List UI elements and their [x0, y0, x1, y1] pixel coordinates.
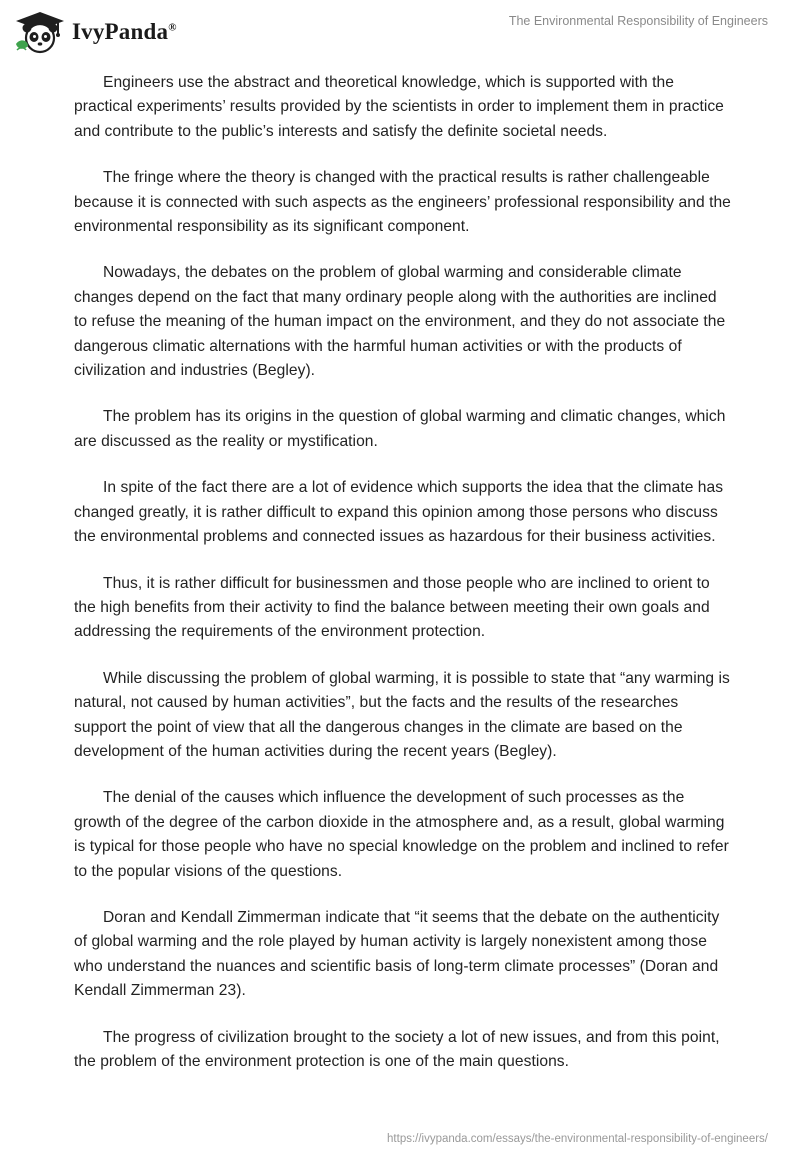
- ivypanda-logo[interactable]: [14, 10, 177, 54]
- panda-graduate-icon: [14, 10, 66, 54]
- brand-name: IvyPanda®: [72, 19, 177, 44]
- page-header: [0, 0, 800, 70]
- paragraph: Engineers use the abstract and theoretical knowledge, which is supported with the practical experiments’ results provided by the scientists in order to implement them in practice and contribute to the public’s interests and satisfy the definite societal needs.: [74, 74, 724, 140]
- paragraph: Nowadays, the debates on the problem of global warming and considerable climate changes depend on the fact that many ordinary people along with the authorities are inclined to refuse the meaning of the human impact on the environment, and they do not associate the dangerous climatic alternations with the harmful human activities or with the products of civilization and industries (Begley).: [74, 264, 726, 380]
- paragraph: Thus, it is rather difficult for businessmen and those people who are inclined to orient to the high benefits from their activity to find the balance between meeting their own goals and addressing the requirements of the environment protection.: [74, 574, 710, 641]
- paragraph: While discussing the problem of global warming, it is possible to state that “any warming is natural, not caused by human activities”, but the facts and the results of the researches support the point of view that all the dangerous changes in the climate are based on the development of the human activities during the recent years (Begley).: [74, 669, 730, 760]
- paragraph: The denial of the causes which influence the development of such processes as the growth of the degree of the carbon dioxide in the atmosphere and, as a result, global warming is typical for those people who have no special knowledge on the problem and inclined to refer to the popular visions of the questions.: [74, 789, 729, 880]
- source-url-link[interactable]: https://ivypanda.com/essays/the-environmental-responsibility-of-engineers/: [387, 1133, 768, 1145]
- paragraph: In spite of the fact there are a lot of evidence which supports the idea that the climate has changed greatly, it is rather difficult to expand this opinion among those persons who discuss the environmental problems and connected issues as hazardous for their business activities.: [74, 479, 724, 546]
- document-title: The Environmental Responsibility of Engineers: [508, 14, 768, 28]
- paragraph: The problem has its origins in the question of global warming and climatic changes, which are discussed as the reality or mystification.: [74, 408, 726, 450]
- essay-body: [74, 71, 734, 1096]
- paragraph: The fringe where the theory is changed with the practical results is rather challengeable because it is connected with such aspects as the engineers’ professional responsibility and the environmental responsibility as its significant component.: [74, 169, 731, 236]
- paragraph: The progress of civilization brought to the society a lot of new issues, and from this point, the problem of the environment protection is one of the main questions.: [74, 1028, 720, 1070]
- paragraph: Doran and Kendall Zimmerman indicate that “it seems that the debate on the authenticity of global warming and the role played by human activity is largely nonexistent among those who understand the nuances and scientific basis of long-term climate processes” (Doran and Kendall Zimmerman 23).: [74, 908, 720, 1000]
